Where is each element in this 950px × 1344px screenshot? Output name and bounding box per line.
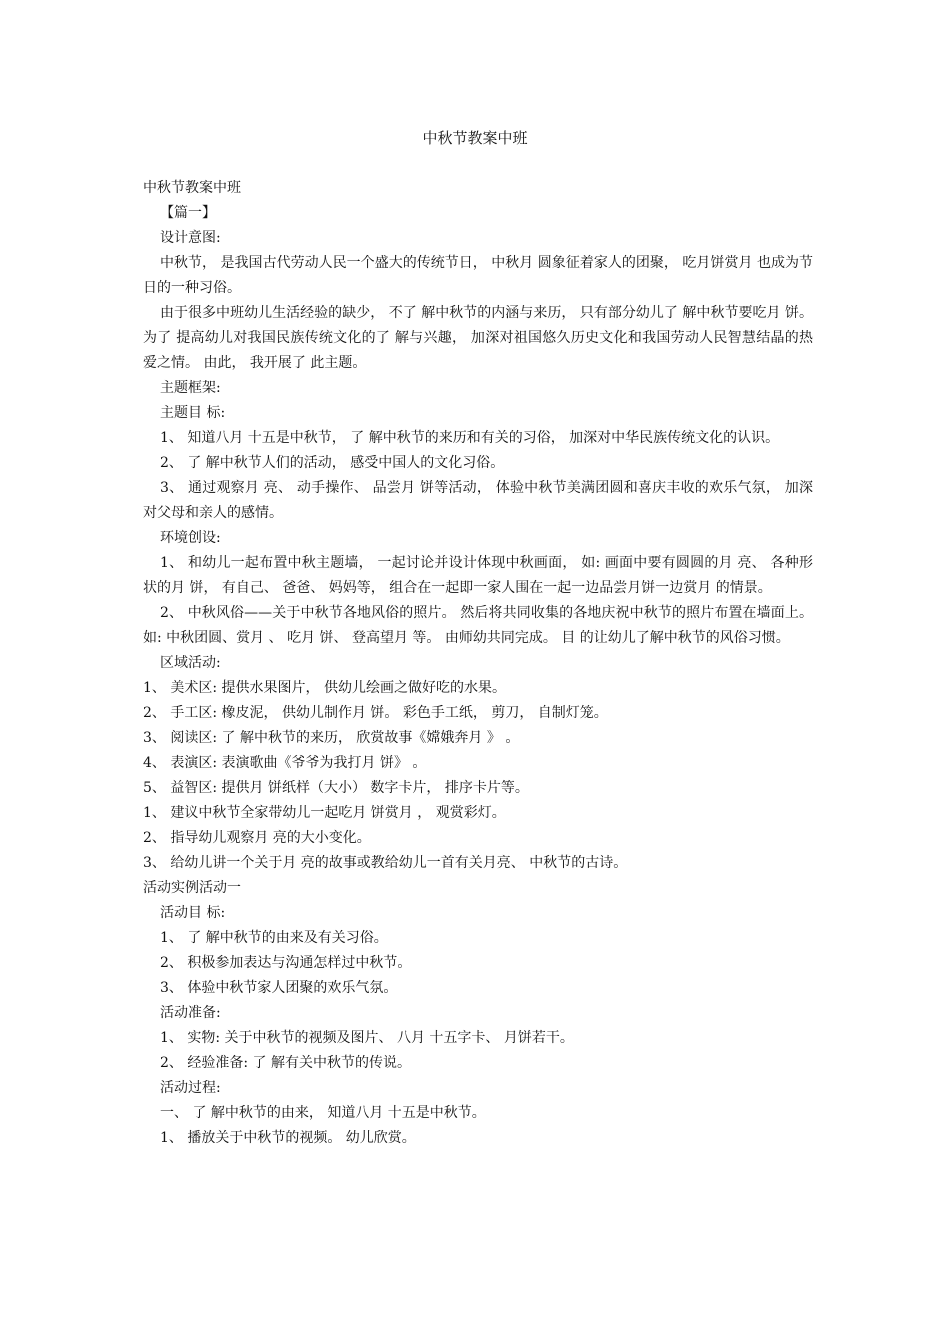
paragraph: 设计意图: [160,230,221,246]
paragraph: 活动目 标: [160,905,226,921]
paragraph: 2、 经验准备: 了 解有关中秋节的传说。 [160,1055,411,1071]
paragraph: 3、 阅读区: 了 解中秋节的来历， 欣赏故事《嫦娥奔月 》 。 [143,730,520,746]
paragraph: 一、 了 解中秋节的由来， 知道八月 十五是中秋节。 [160,1105,486,1121]
paragraph: 1、 知道八月 十五是中秋节， 了 解中秋节的来历和有关的习俗， 加深对中华民族传统文化的认识。 [160,430,780,446]
paragraph: 由于很多中班幼儿生活经验的缺少， 不了 解中秋节的内涵与来历， 只有部分幼儿了 解中秋节要吃月 饼。 为了 提高幼儿对我国民族传统文化的了 解与兴趣， 加深对祖国悠久历史文化和我国劳动人民智慧结晶的热爱之情。 由此， 我开展了 此主题。 [143,305,813,371]
document-body [143,176,813,1151]
paragraph: 区域活动: [160,655,221,671]
paragraph: 2、 了 解中秋节人们的活动， 感受中国人的文化习俗。 [160,455,505,471]
paragraph: 1、 美术区: 提供水果图片， 供幼儿绘画之做好吃的水果。 [143,680,506,696]
paragraph: 主题目 标: [160,405,226,421]
paragraph: 中秋节， 是我国古代劳动人民一个盛大的传统节日， 中秋月 圆象征着家人的团聚， 吃月饼赏月 也成为节日的一种习俗。 [143,255,813,296]
paragraph: 1、 建议中秋节全家带幼儿一起吃月 饼赏月 ， 观赏彩灯。 [143,805,506,821]
page-title: 中秋节教案中班 [422,129,528,147]
paragraph: 环境创设: [160,530,221,546]
paragraph: 活动实例活动一 [143,880,241,896]
paragraph: 1、 实物: 关于中秋节的视频及图片、 八月 十五字卡、 月饼若干。 [160,1030,574,1046]
paragraph: 1、 了 解中秋节的由来及有关习俗。 [160,930,388,946]
paragraph: 2、 中秋风俗——关于中秋节各地风俗的照片。 然后将共同收集的各地庆祝中秋节的照片布置在墙面上。 如: 中秋团圆、赏月 、 吃月 饼、 登高望月 等。 由师幼共同完成。 目 的让幼儿了解中秋节的风俗习惯。 [143,605,813,646]
paragraph: 4、 表演区: 表演歌曲《爷爷为我打月 饼》 。 [143,755,427,771]
paragraph: 2、 手工区: 橡皮泥， 供幼儿制作月 饼。 彩色手工纸， 剪刀， 自制灯笼。 [143,705,608,721]
paragraph-heading: 中秋节教案中班 [143,180,241,196]
paragraph-section-label: 【篇一】 [160,205,216,221]
paragraph: 3、 给幼儿讲一个关于月 亮的故事或教给幼儿一首有关月亮、 中秋节的古诗。 [143,855,628,871]
paragraph: 2、 积极参加表达与沟通怎样过中秋节。 [160,955,412,971]
paragraph: 活动准备: [160,1005,221,1021]
paragraph: 3、 体验中秋节家人团聚的欢乐气氛。 [160,980,398,996]
paragraph: 5、 益智区: 提供月 饼纸样（大小） 数字卡片， 排序卡片等。 [143,780,529,796]
paragraph: 活动过程: [160,1080,221,1096]
paragraph: 主题框架: [160,380,221,396]
paragraph: 2、 指导幼儿观察月 亮的大小变化。 [143,830,371,846]
paragraph: 1、 和幼儿一起布置中秋主题墙， 一起讨论并设计体现中秋画面， 如: 画面中要有圆圆的月 亮、 各种形状的月 饼， 有自己、 爸爸、 妈妈等， 组合在一起即一家人围在一起一边品尝月饼一边赏月 的情景。 [143,555,813,596]
paragraph: 1、 播放关于中秋节的视频。 幼儿欣赏。 [160,1130,416,1146]
paragraph: 3、 通过观察月 亮、 动手操作、 品尝月 饼等活动， 体验中秋节美满团圆和喜庆丰收的欢乐气氛， 加深对父母和亲人的感情。 [143,480,813,521]
